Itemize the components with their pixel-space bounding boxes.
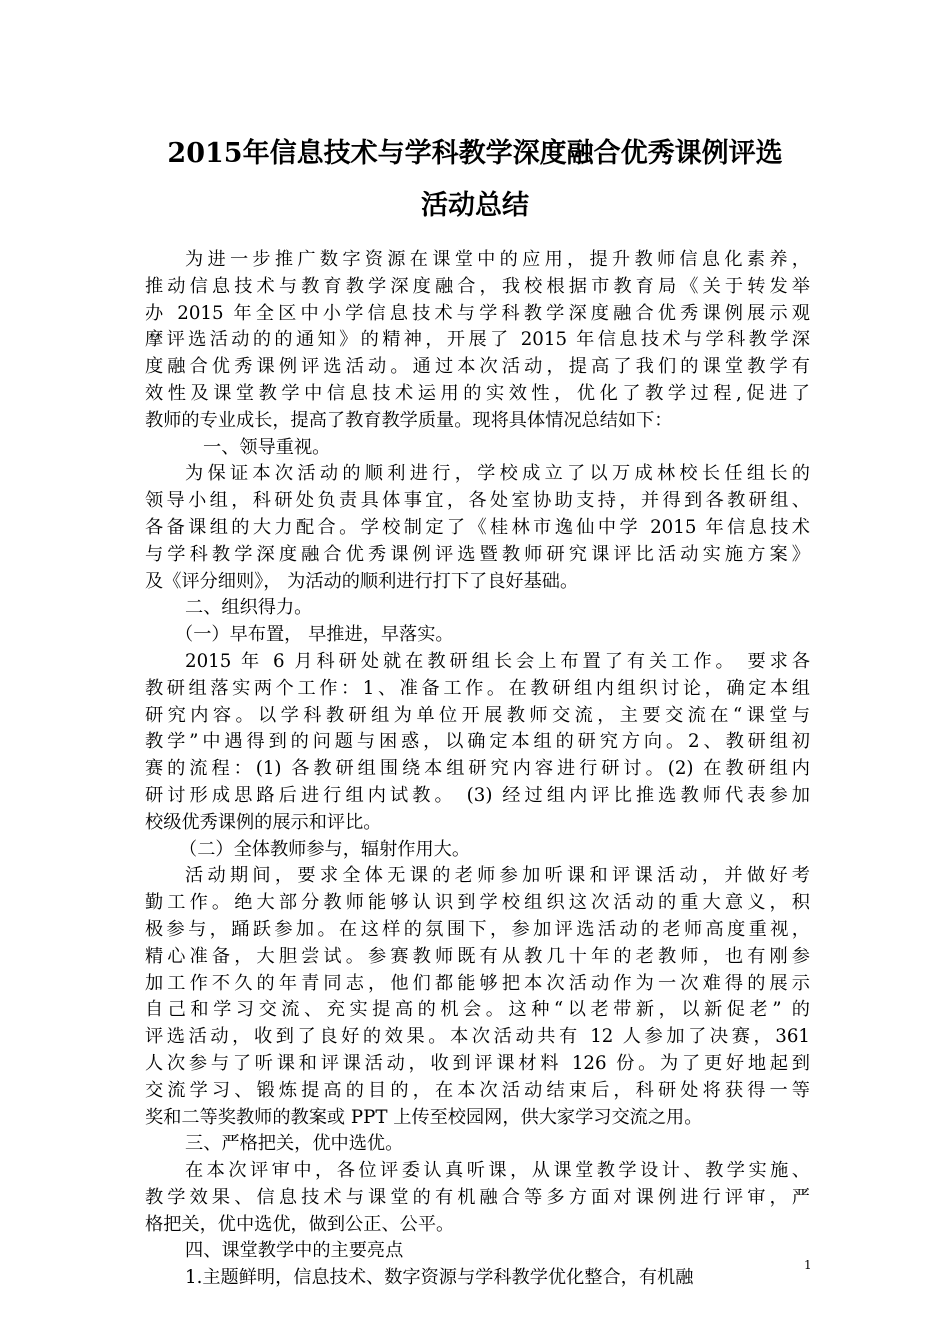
section-heading-4: 四、课堂教学中的主要亮点 [185,1240,404,1262]
body-line: 研究内容。以学科教研组为单位开展教师交流，主要交流在“课堂与 [145,704,810,726]
body-line: 自己和学习交流、充实提高的机会。这种“以老带新，以新促老” 的 [145,999,810,1021]
document-title-line-2: 活动总结 [421,190,529,221]
body-line: 格把关，优中选优，做到公正、公平。 [145,1213,455,1235]
body-line: 度融合优秀课例评选活动。通过本次活动，提高了我们的课堂教学有 [145,356,810,378]
body-line: 2015 年 6 月科研处就在教研组长会上布置了有关工作。 要求各 [185,650,810,672]
subsection-heading-1: （一）早布置， 早推进，早落实。 [175,624,454,646]
section-heading-1: 一、领导重视。 [203,436,331,458]
body-line: 研讨形成思路后进行组内试教。 (3) 经过组内评比推选教师代表参加 [145,784,810,806]
body-line: 在本次评审中，各位评委认真听课，从课堂教学设计、教学实施、 [185,1160,810,1182]
body-line: 奖和二等奖教师的教案或 PPT 上传至校园网，供大家学习交流之用。 [145,1106,703,1128]
section-heading-3: 三、严格把关，优中选优。 [185,1133,404,1155]
body-line: 与学科教学深度融合优秀课例评选暨教师研究课评比活动实施方案》 [145,543,810,565]
body-line: 人次参与了听课和评课活动，收到评课材料 126 份。为了更好地起到 [145,1052,810,1074]
document-body [145,247,810,1292]
subsection-heading-2: （二）全体教师参与，辐射作用大。 [179,838,471,860]
body-line: 为保证本次活动的顺利进行，学校成立了以万成林校长任组长的 [185,463,810,485]
body-line: 为进一步推广数字资源在课堂中的应用，提升教师信息化素养， [185,249,810,270]
body-line: 评选活动，收到了良好的效果。本次活动共有 12 人参加了决赛，361 [145,1026,810,1048]
body-line: 效性及课堂教学中信息技术运用的实效性，优化了教学过程,促进了 [145,382,810,404]
body-line: 校级优秀课例的展示和评比。 [145,811,382,833]
body-line: 各备课组的大力配合。学校制定了《桂林市逸仙中学 2015 年信息技术 [145,516,810,538]
body-line: 推动信息技术与教育教学深度融合，我校根据市教育局《关于转发举 [145,275,810,297]
page-number: 1 [804,1258,812,1272]
body-line: 极参与，踊跃参加。在这样的氛围下，参加评选活动的老师高度重视， [145,918,810,940]
body-line: 精心准备，大胆尝试。参赛教师既有从教几十年的老教师，也有刚参 [145,945,810,967]
body-line: 赛的流程：(1) 各教研组围绕本组研究内容进行研讨。(2) 在教研组内 [145,758,810,780]
body-line: 教研组落实两个工作：1、准备工作。在教研组内组织讨论，确定本组 [145,677,810,699]
body-line: 交流学习、锻炼提高的目的，在本次活动结束后，科研处将获得一等 [145,1079,810,1101]
section-heading-2: 二、组织得力。 [185,597,313,619]
body-line: 领导小组，科研处负责具体事宜，各处室协助支持，并得到各教研组、 [145,490,810,512]
body-line: 教师的专业成长，提高了教育教学质量。现将具体情况总结如下： [145,409,673,431]
body-line: 摩评选活动的的通知》的精神，开展了 2015 年信息技术与学科教学深 [145,329,810,351]
document-title-line-1: 2015年信息技术与学科教学深度融合优秀课例评选 [167,138,783,169]
body-line: 加工作不久的年青同志，他们都能够把本次活动作为一次难得的展示 [145,972,810,994]
body-line: 活动期间，要求全体无课的老师参加听课和评课活动，并做好考 [185,865,810,887]
body-line: 教学效果、信息技术与课堂的有机融合等多方面对课例进行评审，严 [145,1186,810,1208]
body-line: 办 2015 年全区中小学信息技术与学科教学深度融合优秀课例展示观 [145,302,810,324]
body-line: 1.主题鲜明，信息技术、数字资源与学科教学优化整合，有机融 [185,1267,694,1289]
body-line: 勤工作。绝大部分教师能够认识到学校组织这次活动的重大意义，积 [145,892,810,914]
body-line: 及《评分细则》， 为活动的顺利进行打下了良好基础。 [145,570,579,592]
body-line: 教学”中遇得到的问题与困惑，以确定本组的研究方向。2、教研组初 [145,731,810,753]
